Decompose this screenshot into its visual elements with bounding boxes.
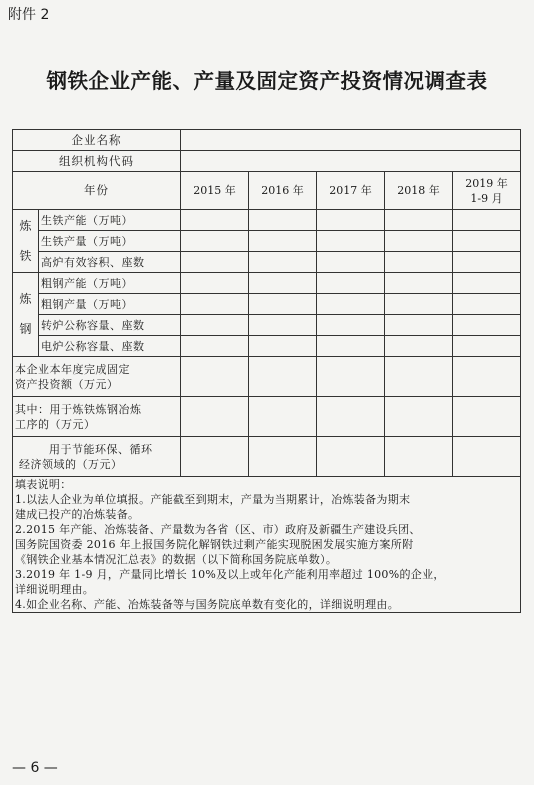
cell[interactable] [181, 437, 249, 477]
cell[interactable] [317, 252, 385, 273]
cell[interactable] [317, 315, 385, 336]
steel-output-label: 粗钢产量（万吨） [39, 294, 181, 315]
iron-output-label: 生铁产量（万吨） [39, 231, 181, 252]
row-smelting-investment [13, 397, 521, 437]
cell[interactable] [317, 273, 385, 294]
row-company-name [13, 130, 521, 151]
smelting-investment-label: 其中：用于炼铁炼钢冶炼 工序的（万元） [13, 397, 181, 437]
cell[interactable] [385, 210, 453, 231]
cell[interactable] [181, 294, 249, 315]
cell[interactable] [385, 315, 453, 336]
cell[interactable] [181, 273, 249, 294]
cell[interactable] [181, 231, 249, 252]
cell[interactable] [249, 210, 317, 231]
note-3b: 详细说明理由。 [15, 583, 95, 596]
cell[interactable] [453, 231, 521, 252]
cell[interactable] [385, 231, 453, 252]
cell[interactable] [453, 210, 521, 231]
cell[interactable] [317, 437, 385, 477]
steel-capacity-label: 粗钢产能（万吨） [39, 273, 181, 294]
year-2018: 2018 年 [385, 172, 453, 210]
row-iron-output [13, 231, 521, 252]
cell[interactable] [317, 357, 385, 397]
notes-heading: 填表说明： [15, 478, 72, 491]
cell[interactable] [317, 294, 385, 315]
cell[interactable] [249, 273, 317, 294]
cell[interactable] [249, 294, 317, 315]
row-iron-capacity [13, 210, 521, 231]
cell[interactable] [453, 336, 521, 357]
electric-furnace-label: 电炉公称容量、座数 [39, 336, 181, 357]
row-years [13, 172, 521, 210]
annex-label: 附件 2 [8, 7, 50, 23]
year-2016: 2016 年 [249, 172, 317, 210]
cell[interactable] [181, 210, 249, 231]
company-name-label: 企业名称 [13, 130, 181, 151]
cell[interactable] [317, 231, 385, 252]
cell[interactable] [453, 252, 521, 273]
iron-capacity-label: 生铁产能（万吨） [39, 210, 181, 231]
cell[interactable] [181, 357, 249, 397]
investment-label: 本企业本年度完成固定 资产投资额（万元） [13, 357, 181, 397]
year-2017: 2017 年 [317, 172, 385, 210]
org-code-label: 组织机构代码 [13, 151, 181, 172]
cell[interactable] [249, 315, 317, 336]
row-steel-output [13, 294, 521, 315]
row-converter [13, 315, 521, 336]
row-notes [13, 477, 521, 613]
cell[interactable] [385, 357, 453, 397]
instructions [13, 477, 521, 613]
year-2015: 2015 年 [181, 172, 249, 210]
survey-table [12, 129, 521, 613]
cell[interactable] [181, 315, 249, 336]
cell[interactable] [249, 231, 317, 252]
cell[interactable] [385, 397, 453, 437]
row-investment [13, 357, 521, 397]
row-blast-furnace [13, 252, 521, 273]
cell[interactable] [453, 357, 521, 397]
cell[interactable] [317, 397, 385, 437]
cell[interactable] [385, 294, 453, 315]
cell[interactable] [249, 437, 317, 477]
cell[interactable] [249, 336, 317, 357]
cell[interactable] [249, 357, 317, 397]
cell[interactable] [385, 273, 453, 294]
org-code-field[interactable] [181, 151, 521, 172]
year-2019: 2019 年 1-9 月 [453, 172, 521, 210]
cell[interactable] [317, 336, 385, 357]
row-org-code [13, 151, 521, 172]
cell[interactable] [385, 252, 453, 273]
cell[interactable] [181, 252, 249, 273]
row-energy-investment [13, 437, 521, 477]
converter-label: 转炉公称容量、座数 [39, 315, 181, 336]
cell[interactable] [453, 294, 521, 315]
note-3a: 3.2019 年 1-9 月，产量同比增长 10%及以上或年化产能利用率超过 100%的企业， [15, 568, 445, 581]
cell[interactable] [453, 315, 521, 336]
cell[interactable] [249, 397, 317, 437]
cell[interactable] [385, 437, 453, 477]
note-2b: 国务院国资委 2016 年上报国务院化解钢铁过剩产能实现脱困发展实施方案所附 [15, 538, 414, 551]
cell[interactable] [249, 252, 317, 273]
note-4: 4.如企业名称、产能、冶炼装备等与国务院底单数有变化的，详细说明理由。 [15, 598, 399, 611]
cell[interactable] [181, 397, 249, 437]
note-1b: 建成已投产的冶炼装备。 [15, 508, 140, 521]
cell[interactable] [181, 336, 249, 357]
iron-category: 炼 铁 [13, 210, 39, 273]
company-name-field[interactable] [181, 130, 521, 151]
cell[interactable] [453, 273, 521, 294]
row-steel-capacity [13, 273, 521, 294]
note-2a: 2.2015 年产能、冶炼装备、产量数为各省（区、市）政府及新疆生产建设兵团、 [15, 523, 421, 536]
cell[interactable] [453, 397, 521, 437]
cell[interactable] [385, 336, 453, 357]
note-1a: 1.以法人企业为单位填报。产能截至到期末，产量为当期累计，冶炼装备为期末 [15, 493, 411, 506]
cell[interactable] [317, 210, 385, 231]
row-electric-furnace [13, 336, 521, 357]
blast-furnace-label: 高炉有效容积、座数 [39, 252, 181, 273]
energy-investment-label: 用于节能环保、循环 经济领域的（万元） [13, 437, 181, 477]
steel-category: 炼 钢 [13, 273, 39, 357]
note-2c: 《钢铁企业基本情况汇总表》的数据（以下简称国务院底单数）。 [15, 553, 338, 566]
year-header: 年份 [13, 172, 181, 210]
page-title: 钢铁企业产能、产量及固定资产投资情况调查表 [46, 69, 488, 93]
cell[interactable] [453, 437, 521, 477]
page-number: — 6 — [12, 760, 58, 776]
